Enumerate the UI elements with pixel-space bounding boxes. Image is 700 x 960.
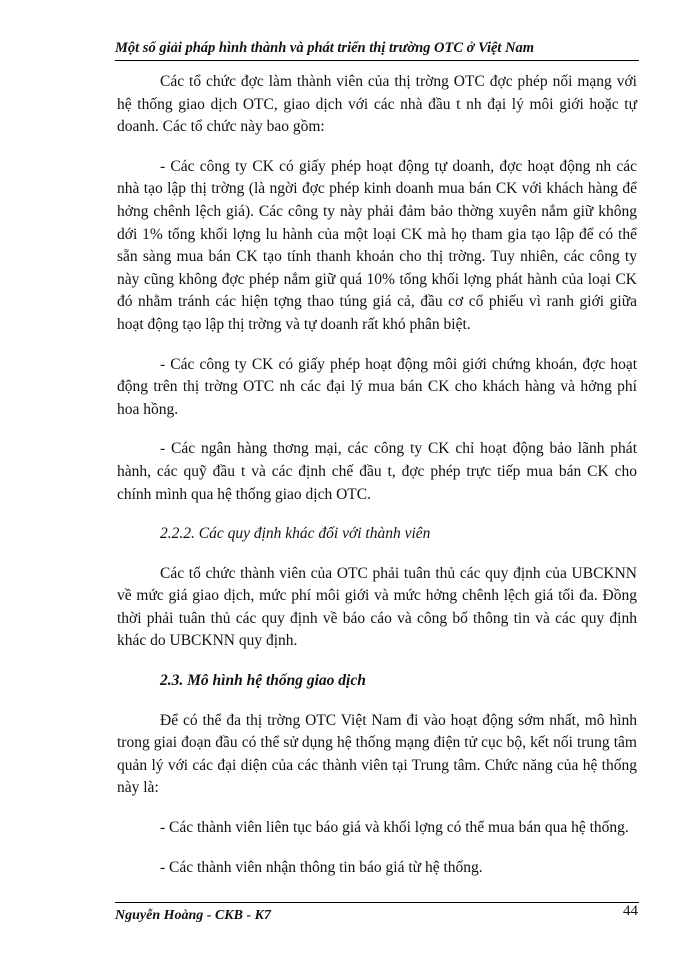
footer-rule: [115, 902, 639, 903]
footer-author: Nguyễn Hoàng - CKB - K7: [115, 908, 271, 923]
page-content: [117, 71, 637, 896]
paragraph-function-receive: - Các thành viên nhận thông tin báo giá từ hệ thống.: [160, 858, 483, 876]
section-heading-2-3: 2.3. Mô hình hệ thống giao dịch: [160, 672, 366, 690]
header-rule: [115, 60, 639, 61]
paragraph-banks: - Các ngân hàng thơng mại, các công ty CK chỉ hoạt động bảo lãnh phát hành, các quỹ đầu t và các định chế đầu t, đợc phép trực tiếp mua bán CK cho chính mình qua hệ thống giao dịch OTC.: [117, 440, 637, 503]
paragraph-function-quotes: - Các thành viên liên tục báo giá và khối lợng có thể mua bán qua hệ thống.: [160, 819, 629, 837]
paragraph-other-rules: Các tổ chức thành viên của OTC phải tuân thủ các quy định của UBCKNN về mức giá giao dịch, mức phí môi giới và mức hởng chênh lệch giá tối đa. Đồng thời phải tuân thủ các quy định về báo cáo và công bố thông tin và các quy định khác do UBCKNN quy định.: [117, 564, 637, 650]
paragraph-brokers: - Các công ty CK có giấy phép hoạt động môi giới chứng khoán, đợc hoạt động trên thị trờng OTC nh các đại lý mua bán CK cho khách hàng và hởng phí hoa hồng.: [117, 355, 637, 418]
page-number: 44: [623, 903, 638, 919]
paragraph-system-model: Để có thể đa thị trờng OTC Việt Nam đi vào hoạt động sớm nhất, mô hình trong giai đoạn đầu có thể sử dụng hệ thống mạng điện tử cục bộ, kết nối trung tâm quản lý với các đại diện của các thành viên tại Trung tâm. Chức năng của hệ thống này là:: [117, 711, 637, 797]
header-title: Một số giải pháp hình thành và phát triển thị trường OTC ở Việt Nam: [115, 40, 535, 56]
paragraph-intro: Các tổ chức đợc làm thành viên của thị trờng OTC đợc phép nối mạng với hệ thống giao dịch OTC, giao dịch với các nhà đầu t nh đại lý môi giới hoặc tự doanh. Các tổ chức này bao gồm:: [117, 73, 637, 136]
paragraph-market-makers: - Các công ty CK có giấy phép hoạt động tự doanh, đợc hoạt động nh các nhà tạo lập thị trờng (là ngời đợc phép kinh doanh mua bán CK với khách hàng để hởng chênh lệch giá). Các công ty này phải đảm bảo thờng xuyên nắm giữ không dới 1% tổng khối lợng lu hành của một loại CK mà họ tham gia tạo lập để có thể sẵn sàng mua bán CK tạo tính thanh khoản cho thị trờng. Tuy nhiên, các công ty này cũng không đợc phép nắm giữ quá 10% tổng khối lợng phát hành của loại CK đó nhằm tránh các hiện tợng thao túng giá cả, đầu cơ cổ phiếu vì ranh giới giữa hoạt động tạo lập thị trờng và tự doanh rất khó phân biệt.: [117, 157, 637, 333]
section-heading-2-2-2: 2.2.2. Các quy định khác đối với thành viên: [160, 525, 431, 543]
